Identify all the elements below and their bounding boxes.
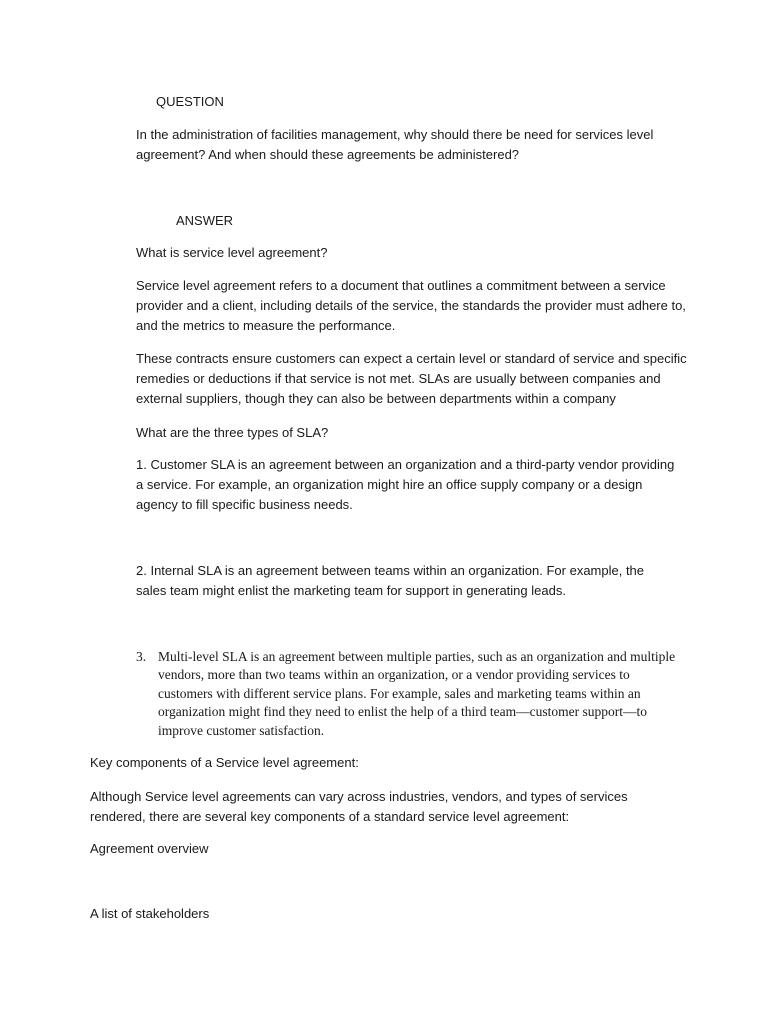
list-number: 3.	[136, 649, 147, 664]
sla-type-internal: 2. Internal SLA is an agreement between teams within an organization. For example, the sales team might enlist the marketing team for support in generating leads.	[136, 563, 645, 598]
sla-type-customer: 1. Customer SLA is an agreement between an organization and a third-party vendor providing a service. For example, an organization might hire an office supply company or a design agency to fill specific business needs.	[136, 457, 675, 512]
question-text: In the administration of facilities management, why should there be need for services level agreement? And when should these agreements be administered?	[136, 127, 654, 162]
sla-type-multilevel-text: Multi-level SLA is an agreement between multiple parties, such as an organization and multiple vendors, more than two teams within an organization, or a vendor providing services to customers with different service plans. For example, sales and marketing teams within an organization might find they need to enlist the help of a third team—customer support—to improve customer satisfaction.	[158, 649, 676, 738]
key-components-paragraph: Although Service level agreements can vary across industries, vendors, and types of services rendered, there are several key components of a standard service level agreement:	[90, 789, 628, 824]
sla-types-question: What are the three types of SLA?	[136, 425, 329, 440]
component-agreement-overview: Agreement overview	[90, 841, 209, 856]
sla-definition-paragraph: Service level agreement refers to a document that outlines a commitment between a service provider and a client, including details of the service, the standards the provider must adhere to, and the metrics to measure the performance.	[136, 278, 686, 333]
answer-heading: ANSWER	[176, 213, 234, 228]
question-heading: QUESTION	[156, 94, 224, 109]
what-is-sla-question: What is service level agreement?	[136, 245, 328, 260]
component-stakeholders: A list of stakeholders	[90, 906, 210, 921]
contracts-paragraph: These contracts ensure customers can expect a certain level or standard of service and specific remedies or deductions if that service is not met. SLAs are usually between companies and external suppliers, though they can also be between departments within a company	[136, 351, 687, 406]
key-components-heading: Key components of a Service level agreement:	[90, 755, 359, 770]
